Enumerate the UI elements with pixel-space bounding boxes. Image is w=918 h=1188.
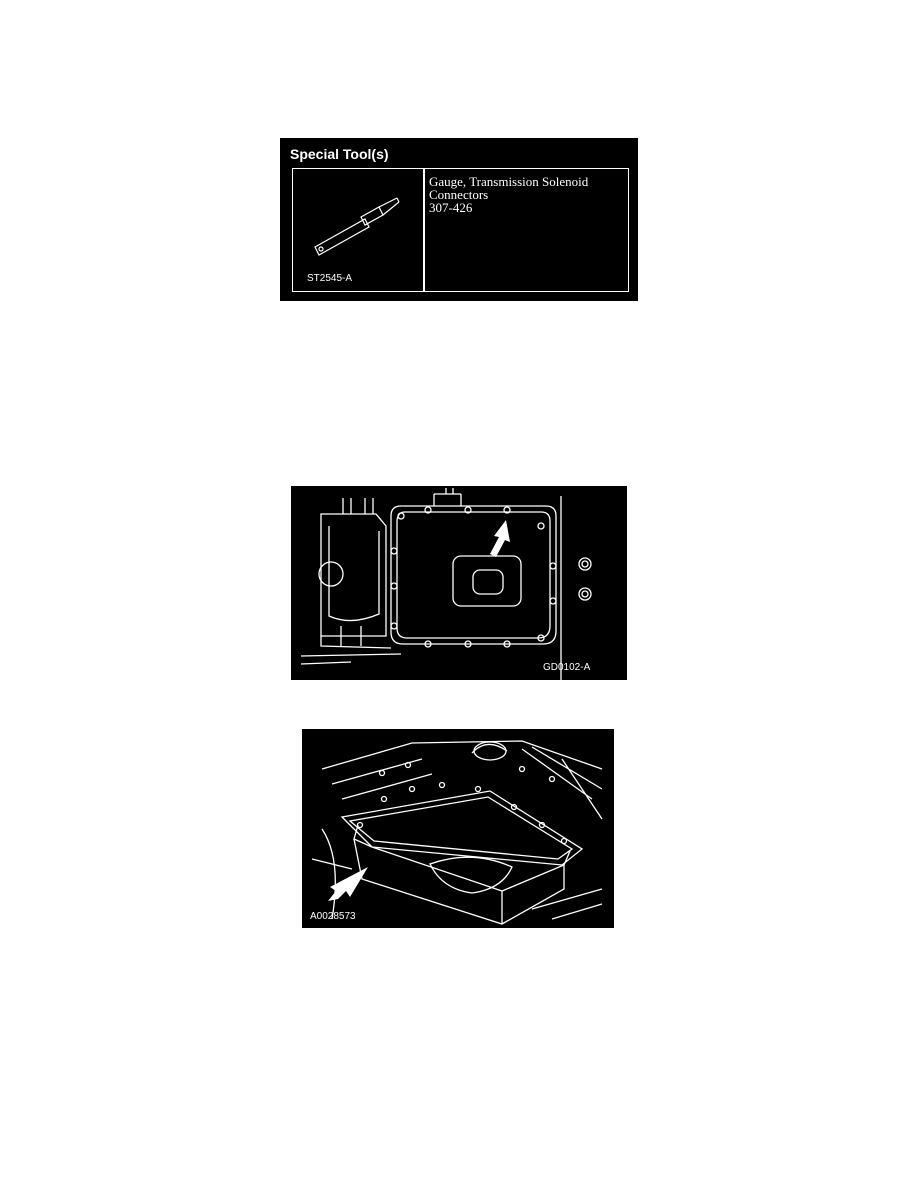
special-tool-heading: Special Tool(s)	[290, 146, 389, 162]
tool-description-line: 307-426	[429, 200, 473, 215]
special-tool-table	[292, 168, 629, 292]
table-divider	[423, 169, 425, 291]
tool-description-line: Connectors	[429, 187, 489, 202]
white-arrow-icon	[490, 520, 510, 557]
transmission-pan-top-view	[291, 486, 627, 680]
figure-label: A0028573	[310, 911, 356, 922]
transmission-pan-underside-view	[302, 729, 614, 928]
special-tool-box	[280, 138, 638, 301]
tool-description	[429, 175, 588, 214]
transmission-pan-top-figure	[291, 486, 627, 680]
tool-image-id: ST2545-A	[307, 273, 353, 284]
transmission-pan-underside-figure	[302, 729, 614, 928]
white-arrow-icon	[328, 867, 368, 901]
figure-label: GD0102-A	[543, 662, 591, 673]
tool-description-line: Gauge, Transmission Solenoid	[429, 174, 589, 189]
